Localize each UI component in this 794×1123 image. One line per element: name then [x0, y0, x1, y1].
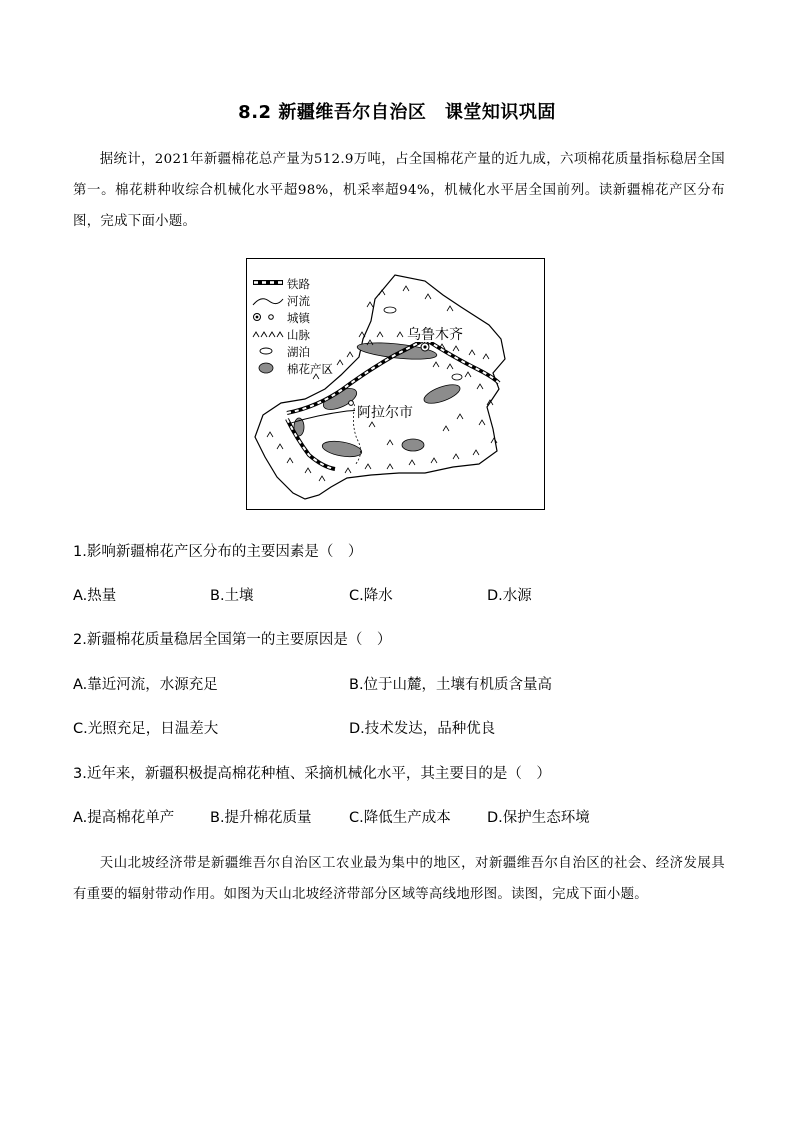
- cotton-area: [422, 381, 462, 407]
- cotton-area: [402, 439, 424, 451]
- lake: [452, 374, 462, 380]
- city-label-aral: 阿拉尔市: [357, 405, 413, 421]
- river-icon: [253, 299, 283, 305]
- town-icon: [254, 314, 274, 321]
- lake-icon: [260, 348, 272, 354]
- lake: [384, 307, 396, 313]
- town-aral-icon: [349, 401, 354, 406]
- legend-label-town: 城镇: [287, 311, 310, 325]
- xinjiang-outline: [255, 275, 505, 499]
- legend-label-cotton-area: 棉花产区: [287, 362, 333, 376]
- legend-label-mountain: 山脉: [287, 328, 310, 342]
- mountain-icon: [253, 332, 283, 337]
- passage-2-paragraph: 天山北坡经济带是新疆维吾尔自治区工农业最为集中的地区，对新疆维吾尔自治区的社会、经济发展具有重要的辐射带动作用。如图为天山北坡经济带部分区域等高线地形图。读图，完成下面小题。: [73, 856, 725, 902]
- q3-option-a[interactable]: A.提高棉花单产: [73, 810, 175, 826]
- city-label-urumqi: 乌鲁木齐: [407, 327, 463, 343]
- q1-option-a[interactable]: A.热量: [73, 588, 117, 604]
- question-1-stem: 1.影响新疆棉花产区分布的主要因素是（ ）: [73, 544, 363, 560]
- cotton-area-icon: [259, 363, 273, 373]
- cotton-area: [321, 439, 363, 460]
- q2-option-c[interactable]: C.光照充足，日温差大: [73, 721, 219, 737]
- legend-label-railway: 铁路: [287, 277, 310, 291]
- q3-option-b[interactable]: B.提升棉花质量: [210, 810, 312, 826]
- legend-label-lake: 湖泊: [287, 345, 310, 359]
- cotton-distribution-map: [246, 258, 545, 510]
- q1-option-b[interactable]: B.土壤: [210, 588, 254, 604]
- q2-option-d[interactable]: D.技术发达，品种优良: [349, 721, 496, 737]
- legend-label-river: 河流: [287, 294, 310, 308]
- q1-option-c[interactable]: C.降水: [349, 588, 393, 604]
- question-2-stem: 2.新疆棉花质量稳居全国第一的主要原因是（ ）: [73, 632, 392, 648]
- intro-paragraph: 据统计，2021年新疆棉花总产量为512.9万吨，占全国棉花产量的近九成，六项棉花质量指标稳居全国第一。棉花耕种收综合机械化水平超98%，机采率超94%，机械化水平居全国前列。读新疆棉花产区分布图，完成下面小题。: [73, 152, 725, 229]
- page-title: 8.2 新疆维吾尔自治区 课堂知识巩固: [238, 102, 556, 123]
- q2-option-b[interactable]: B.位于山麓，土壤有机质含量高: [349, 677, 553, 693]
- q3-option-c[interactable]: C.降低生产成本: [349, 810, 451, 826]
- railway-icon: [253, 280, 283, 285]
- q1-option-d[interactable]: D.水源: [487, 588, 532, 604]
- q3-option-d[interactable]: D.保护生态环境: [487, 810, 590, 826]
- question-3-stem: 3.近年来，新疆积极提高棉花种植、采摘机械化水平，其主要目的是（ ）: [73, 766, 551, 782]
- q2-option-a[interactable]: A.靠近河流，水源充足: [73, 677, 218, 693]
